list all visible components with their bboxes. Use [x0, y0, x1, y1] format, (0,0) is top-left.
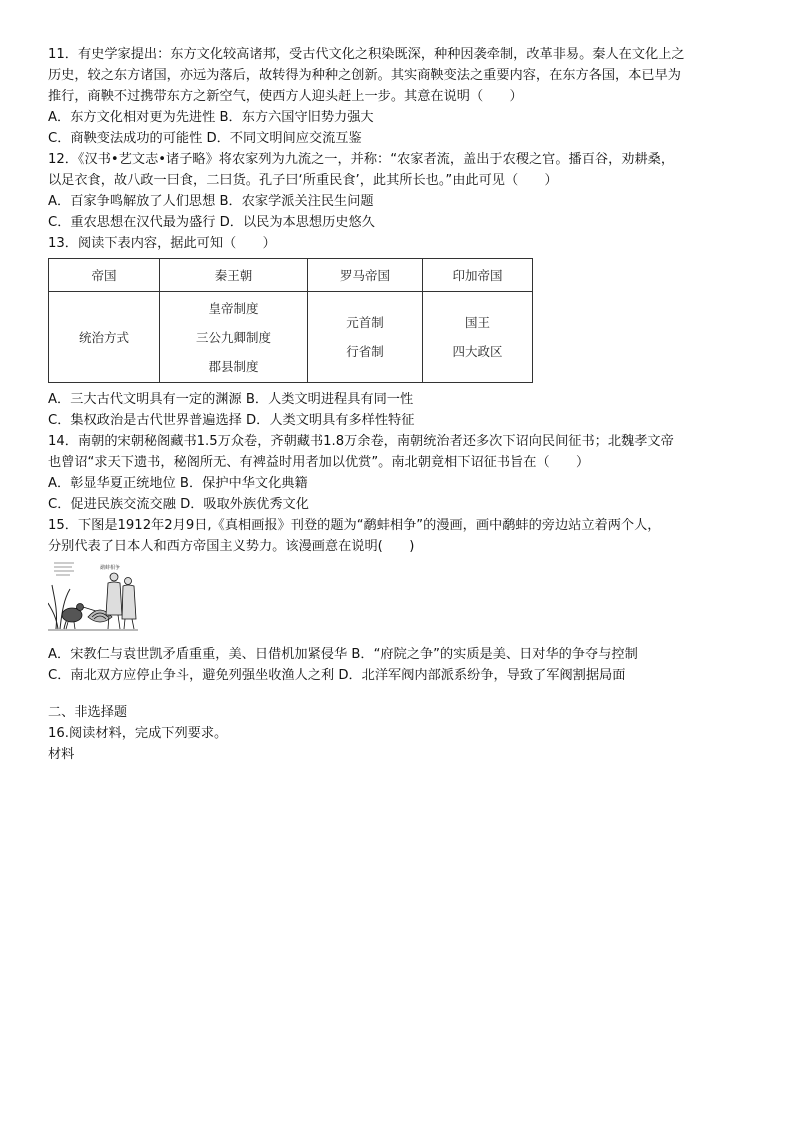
question-12: [48, 149, 760, 233]
table-header-cell: 帝国: [49, 259, 160, 292]
q15-stem-line-2: 分别代表了日本人和西方帝国主义势力。该漫画意在说明( ): [48, 539, 415, 554]
qin-cell: [160, 292, 308, 383]
q11-stem-line-3: 推行，商鞅不过携带东方之新空气，使西方人迎头赶上一步。其意在说明（ ）: [48, 89, 523, 104]
rome-item: 行省制: [346, 344, 384, 359]
cartoon-image: [48, 559, 138, 633]
q15-options-cd: C．南北双方应停止争斗，避免列强坐收渔人之利 D．北洋军阀内部派系纷争，导致了军阀割据局面: [48, 668, 626, 683]
q12-stem-line-2: 以足衣食，故八政一曰食，二曰货。孔子曰‘所重民食’，此其所长也。”由此可见（ ）: [48, 173, 558, 188]
table-header-cell: 罗马帝国: [308, 259, 423, 292]
qin-item: 郡县制度: [208, 358, 259, 374]
inca-cell: [423, 292, 533, 383]
qin-item: 皇帝制度: [208, 300, 259, 316]
q13-stem: 13．阅读下表内容，据此可知（ ）: [48, 236, 276, 251]
question-11: [48, 44, 760, 149]
qin-item: 三公九卿制度: [195, 329, 271, 345]
question-15: [48, 515, 760, 686]
rome-cell: [308, 292, 423, 383]
question-13: [48, 233, 760, 431]
question-14: [48, 431, 760, 515]
rome-item: 元首制: [346, 315, 384, 330]
inca-item: 四大政区: [452, 344, 503, 359]
q11-options-ab: A．东方文化相对更为先进性 B．东方六国守旧势力强大: [48, 110, 374, 125]
q15-stem-line-1: 15．下图是1912年2月9日,《真相画报》刊登的题为“鹬蚌相争”的漫画，画中鹬蚌的旁边站立着两个人，: [48, 518, 661, 533]
q14-options-cd: C．促进民族交流交融 D．吸取外族优秀文化: [48, 497, 309, 512]
q14-stem-line-2: 也曾诏“求天下遗书，秘阁所无、有裨益时用者加以优赏”。南北朝竟相下诏征书旨在（ ）: [48, 455, 590, 470]
q12-stem-line-1: 12．《汉书•艺文志•诸子略》将农家列为九流之一，并称：“农家者流，盖出于农稷之官。播百谷，劝耕桑，: [48, 152, 675, 167]
q15-options-ab: A．宋教仁与袁世凯矛盾重重，美、日借机加紧侵华 B．“府院之争”的实质是美、日对华的争夺与控制: [48, 647, 638, 662]
q11-options-cd: C．商鞅变法成功的可能性 D．不同文明间应交流互鉴: [48, 131, 362, 146]
q16-material-label: 材料: [48, 747, 75, 762]
q12-options-cd: C．重农思想在汉代最为盛行 D．以民为本思想历史悠久: [48, 215, 375, 230]
table-header-cell: 秦王朝: [160, 259, 308, 292]
row-label-cell: 统治方式: [49, 292, 160, 383]
table-row: [49, 292, 533, 383]
inca-item: 国王: [464, 315, 490, 330]
q14-stem-line-1: 14．南朝的宋朝秘阁藏书1.5万众卷，齐朝藏书1.8万余卷，南朝统治者还多次下诏向民间征书；北魏孝文帝: [48, 434, 674, 449]
q13-options-cd: C．集权政治是古代世界普遍选择 D．人类文明具有多样性特征: [48, 413, 415, 428]
q11-stem-line-1: 11．有史学家提出：东方文化较高诸邦，受古代文化之积染既深，种种因袭牵制，改革非易。秦人在文化上之: [48, 47, 685, 62]
q11-stem-line-2: 历史，较之东方诸国，亦远为落后，故转得为种种之创新。其实商鞅变法之重要内容，在东方各国，本已早为: [48, 68, 681, 83]
q14-options-ab: A．彰显华夏正统地位 B．保护中华文化典籍: [48, 476, 308, 491]
section-non-choice: [48, 692, 760, 765]
q13-options-ab: A．三大古代文明具有一定的渊源 B．人类文明进程具有同一性: [48, 392, 414, 407]
table-header-cell: 印加帝国: [423, 259, 533, 292]
question-content: [48, 44, 760, 765]
empire-comparison-table: [48, 258, 533, 383]
q12-options-ab: A．百家争鸣解放了人们思想 B．农家学派关注民生问题: [48, 194, 374, 209]
q16-stem: 16.阅读材料，完成下列要求。: [48, 726, 228, 741]
table-header-row: [49, 259, 533, 292]
section-title: 二、非选择题: [48, 705, 128, 720]
cartoon-caption: 鹬蚌相争: [100, 565, 121, 571]
